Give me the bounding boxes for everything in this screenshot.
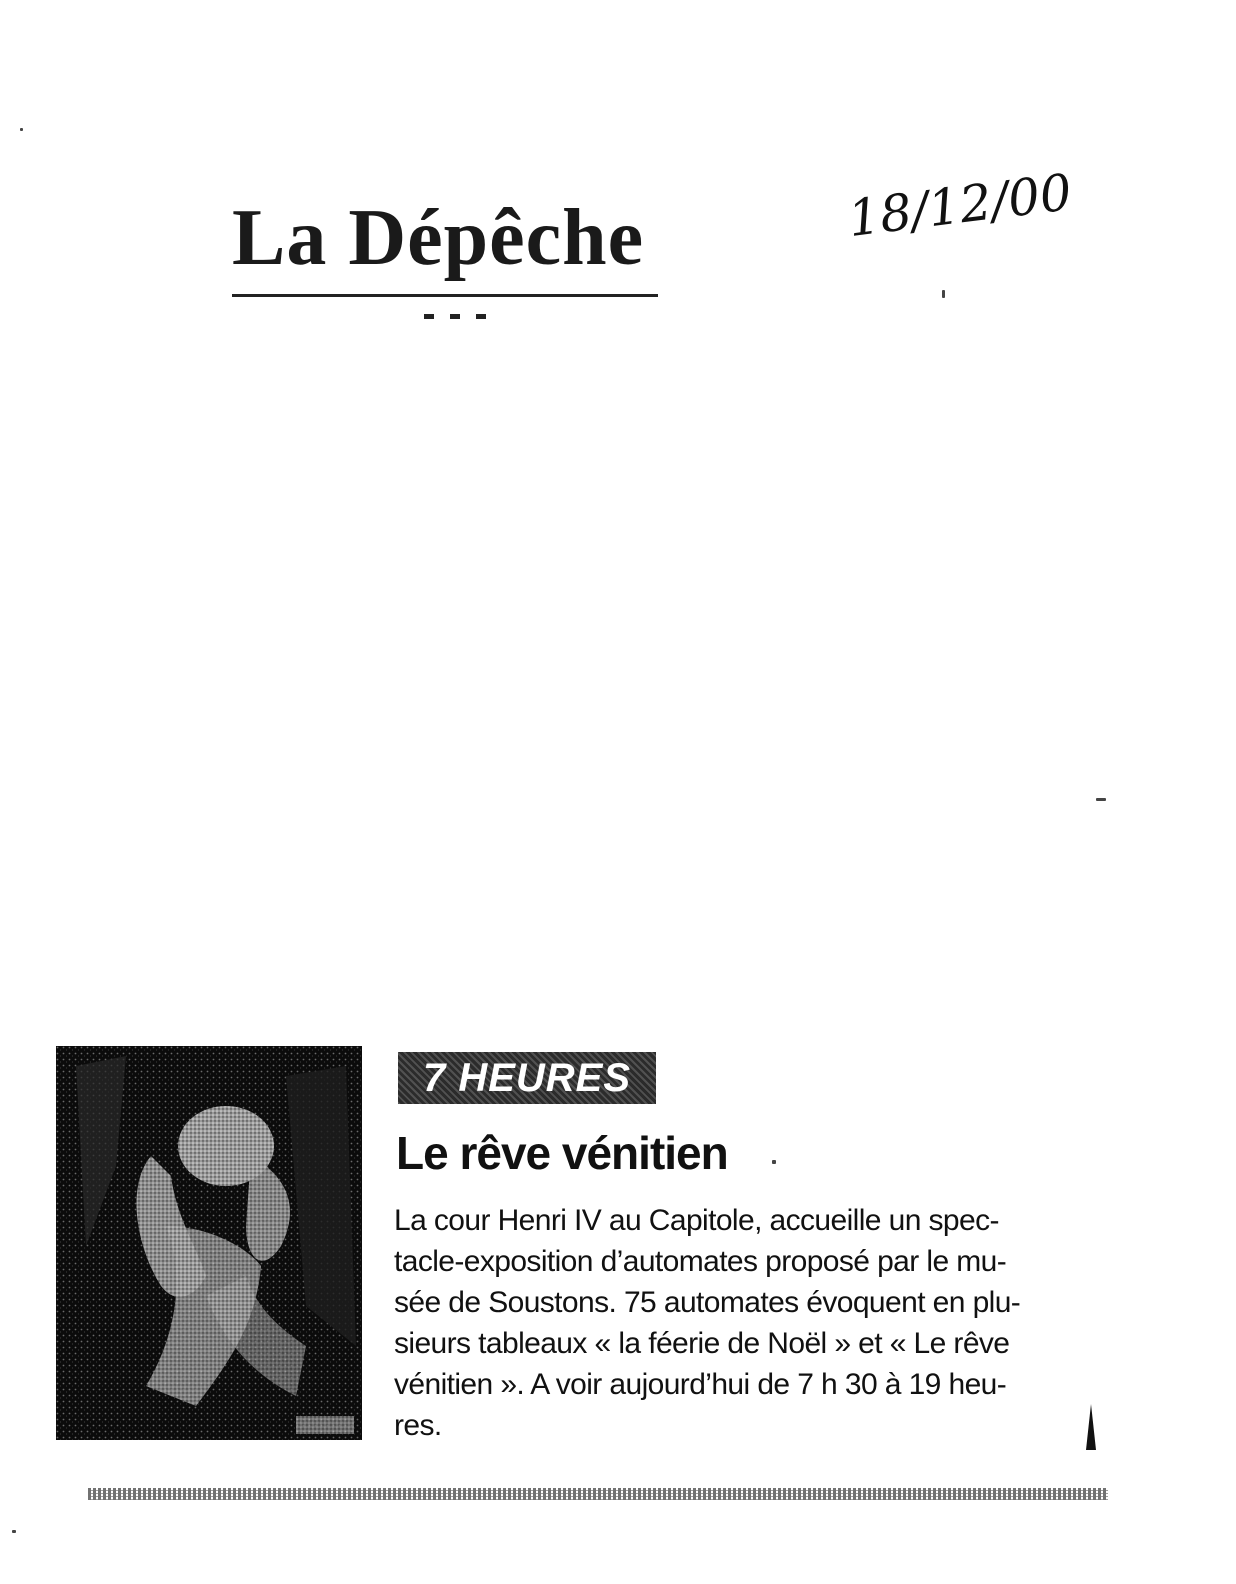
- article-body-line: sieurs tableaux « la féerie de Noël » et « Le rêve: [394, 1327, 1010, 1360]
- section-badge-label: 7 HEURES: [422, 1056, 632, 1100]
- column-end-mark: [1086, 1404, 1096, 1450]
- scan-speck: [772, 1160, 776, 1164]
- section-badge: [398, 1052, 656, 1104]
- scan-speck: [942, 290, 945, 298]
- article-body-line: vénitien ». A voir aujourd’hui de 7 h 30 à 19 heu-: [394, 1368, 1007, 1401]
- scan-speck: [1096, 798, 1106, 801]
- masthead-cut-edge: [420, 312, 510, 320]
- masthead-underline: [232, 294, 658, 297]
- clipping-bottom-rule: [88, 1488, 1108, 1500]
- scan-speck: [20, 128, 23, 131]
- article-body-line: res.: [394, 1409, 442, 1442]
- newspaper-masthead: La Dépêche: [232, 194, 645, 282]
- article-photo: [56, 1046, 362, 1440]
- scan-speck: [12, 1530, 16, 1533]
- article-body-line: tacle-exposition d’automates proposé par le mu-: [394, 1245, 1007, 1278]
- article-body-line: sée de Soustons. 75 automates évoquent en plu-: [394, 1286, 1021, 1319]
- article-body: [394, 1200, 1054, 1446]
- article-body-line: La cour Henri IV au Capitole, accueille un spec-: [394, 1204, 999, 1237]
- article-title: Le rêve vénitien: [396, 1127, 728, 1179]
- automate-figure-image: [56, 1046, 362, 1440]
- handwritten-date: 18/12/00: [844, 163, 1075, 248]
